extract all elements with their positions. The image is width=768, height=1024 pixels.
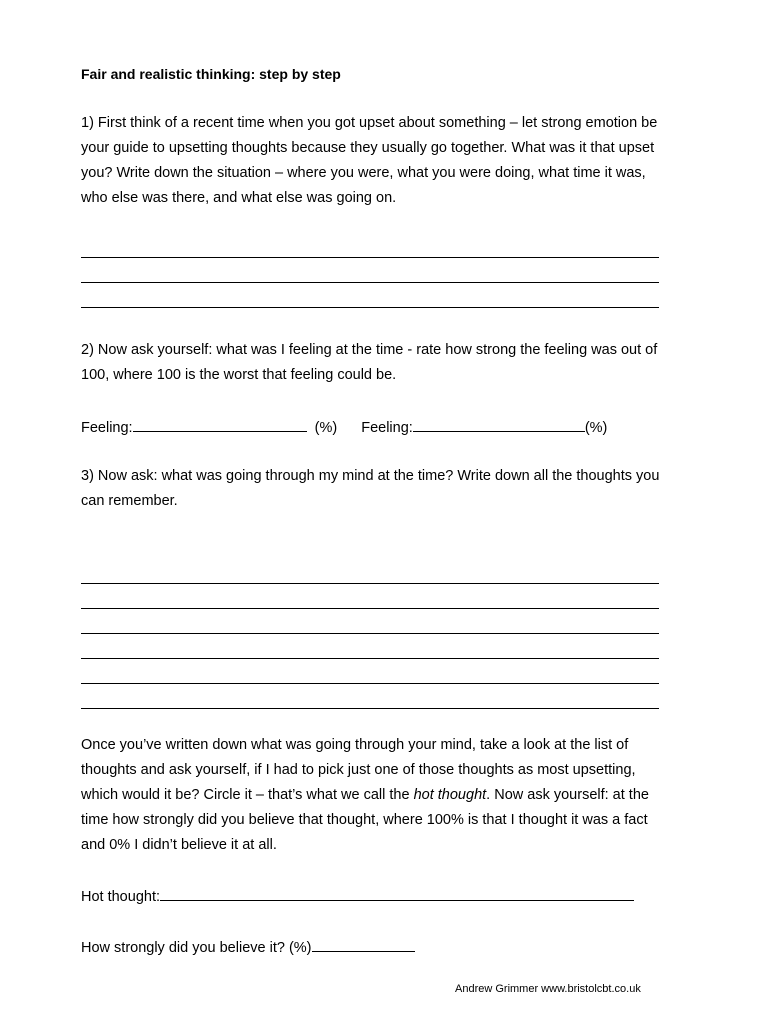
- step-3-answer-line-3[interactable]: [81, 633, 659, 634]
- feeling-field-2[interactable]: [413, 417, 585, 432]
- belief-label: How strongly did you believe it? (%): [81, 940, 312, 956]
- step-3-instructions: 3) Now ask: what was going through my mind at the time? Write down all the thoughts you can remember.: [81, 468, 660, 509]
- hot-thought-text-1: Once you’ve written down what was going through your mind, take a look at the list of thoughts and ask yourself, if I had to pick just one of those thoughts as most upsetting, which would it be? Circle it – that’s what we call the: [81, 737, 636, 803]
- belief-field[interactable]: [312, 937, 415, 952]
- step-1-answer-line-1[interactable]: [81, 257, 659, 258]
- step-3-answer-line-6[interactable]: [81, 708, 659, 709]
- step-3-answer-line-1[interactable]: [81, 583, 659, 584]
- step-1-answer-line-3[interactable]: [81, 307, 659, 308]
- step-3-answer-line-5[interactable]: [81, 683, 659, 684]
- hot-thought-row: [81, 886, 634, 905]
- hot-thought-term: hot thought: [413, 787, 487, 803]
- feeling-percent-1: (%): [314, 420, 338, 436]
- step-1-answer-line-2[interactable]: [81, 282, 659, 283]
- hot-thought-label: Hot thought:: [81, 889, 160, 905]
- feeling-field-1[interactable]: [133, 417, 307, 432]
- worksheet-title: Fair and realistic thinking: step by step: [81, 66, 341, 82]
- feeling-label-1: Feeling:: [81, 420, 133, 436]
- feeling-rating-row: [81, 417, 607, 436]
- step-3-answer-line-4[interactable]: [81, 658, 659, 659]
- hot-thought-instructions: [81, 733, 661, 858]
- hot-thought-text-2: . Now ask yourself: at the time how strongly did you believe that thought, where 100% is that I thought it was a fact and 0% I didn’t believe it at all.: [81, 787, 649, 853]
- step-2-instructions: 2) Now ask yourself: what was I feeling at the time - rate how strong the feeling was out of 100, where 100 is the worst that feeling could be.: [81, 342, 658, 383]
- belief-rating-row: [81, 937, 415, 956]
- footer-credit: Andrew Grimmer www.bristolcbt.co.uk: [455, 983, 641, 995]
- hot-thought-field[interactable]: [160, 886, 634, 901]
- feeling-label-2: Feeling:: [361, 420, 413, 436]
- step-1-instructions: 1) First think of a recent time when you got upset about something – let strong emotion be your guide to upsetting thoughts because they usually go together. What was it that upset you? Write down the situation – where you were, what you were doing, what time it was, who else was there, and what else was going on.: [81, 115, 658, 206]
- feeling-percent-2: (%): [584, 420, 608, 436]
- step-3-answer-line-2[interactable]: [81, 608, 659, 609]
